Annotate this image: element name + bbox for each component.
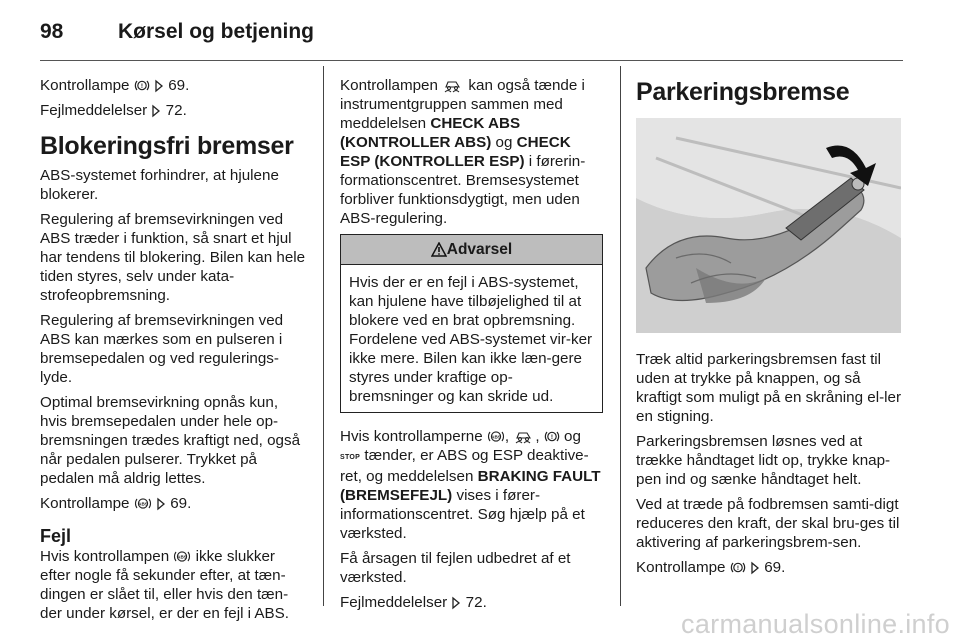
header-rule	[40, 60, 903, 61]
text: vises i fører-informationscentret. Søg hjælp på et værksted.	[340, 487, 585, 542]
column-divider	[323, 66, 324, 606]
paragraph: Regulering af bremsevirkningen ved ABS kan mærkes som en pulseren i bremsepedalen og ved regulerings-lyde.	[40, 312, 284, 386]
page-number: 98	[40, 20, 64, 43]
svg-text:!: !	[140, 83, 143, 90]
brake-warning-lamp-icon	[134, 78, 150, 93]
paragraph: Optimal bremsevirkning opnås kun, hvis bremsepedalen under hele op-bremsningen trædes kraftigt ned, også når pedalen pulserer. Trykket på pedalen må aldrig lettes.	[40, 394, 301, 487]
warning-triangle-icon	[431, 242, 447, 257]
stop-lamp-label: STOP	[340, 454, 361, 461]
text: Hvis kontrollamperne	[340, 428, 483, 445]
column-divider	[620, 66, 621, 606]
abs-lamp-icon	[173, 549, 191, 564]
text: Kontrollampe	[40, 495, 130, 512]
svg-text:!: !	[736, 565, 739, 572]
message-text: CHECK ABS (KONTROLLER ABS)	[340, 115, 521, 151]
page-reference-arrow-icon[interactable]	[750, 561, 760, 575]
svg-text:ABS: ABS	[177, 554, 188, 560]
esp-car-skid-icon	[513, 429, 535, 444]
text: Fejlmeddelelser	[40, 102, 148, 119]
brake-warning-lamp-icon	[544, 429, 560, 444]
column-3	[636, 76, 903, 583]
paragraph: Træk altid parkeringsbremsen fast til uden at trykke på knappen, og så kraftigt som muligt på en skråning el-ler en stigning.	[636, 351, 902, 425]
text: Kontrollampen	[340, 77, 438, 94]
paragraph	[40, 76, 308, 95]
page-header	[40, 20, 314, 50]
page-reference[interactable]: 69.	[764, 559, 786, 576]
message-text: CHECK ESP (KONTROLLER ESP)	[340, 134, 571, 170]
text: Fejlmeddelelser	[340, 594, 448, 611]
warning-header	[341, 235, 602, 265]
parking-brake-illustration	[636, 118, 901, 333]
warning-box	[340, 234, 603, 413]
page-reference-arrow-icon[interactable]	[154, 79, 164, 93]
svg-text:ABS: ABS	[491, 434, 501, 440]
text: og	[495, 134, 513, 151]
page-reference-arrow-icon[interactable]	[156, 497, 166, 511]
warning-body: Hvis der er en fejl i ABS-systemet, kan hjulene have tilbøjelighed til at blokere ved en brat opbremsning. Fordelene ved ABS-systemet vir-ker ikke mere. Bilen kan ikke læn-gere styres under kraftige op-bremsninger og kan skride ud.	[349, 274, 593, 405]
watermark: carmanualsonline.info	[681, 609, 950, 639]
warning-title: Advarsel	[446, 241, 513, 258]
paragraph: Hvis kontrollamperne ABS , , ! og STOP tænder, er ABS og ESP deaktive-ret, og meddelelsen BRAKING FAULT (BREMSEFEJL) vises i fører-informationscentret. Søg hjælp på et værksted.	[340, 428, 601, 542]
abs-lamp-icon	[487, 429, 505, 444]
paragraph	[40, 494, 308, 513]
section-heading-abs: Blokeringsfri bremser	[40, 132, 294, 160]
chapter-title: Kørsel og betjening	[118, 20, 315, 43]
column-1	[40, 76, 308, 629]
paragraph: Parkeringsbremsen løsnes ved at trække håndtaget lidt op, trykke knap-pen ind og sænke håndtaget helt.	[636, 433, 891, 488]
text: tænder, er ABS og ESP deaktive-ret, og meddelelsen	[340, 447, 589, 485]
page-reference[interactable]: 69.	[168, 77, 190, 94]
paragraph	[40, 101, 308, 120]
esp-car-skid-icon	[442, 78, 464, 93]
page-reference-arrow-icon[interactable]	[451, 596, 461, 610]
column-2	[340, 76, 603, 618]
page-reference-arrow-icon[interactable]	[151, 104, 161, 118]
text: ikke slukker efter nogle få sekunder efter, at tæn-dingen er slået til, eller hvis den tæn-der under kørsel, er der en fejl i ABS.	[40, 548, 290, 622]
text: og	[564, 428, 581, 445]
text: i førerin-formationscentret. Bremsesystemet forbliver funktionsdygtigt, men uden ABS-regulering.	[340, 153, 586, 227]
page-reference[interactable]: 72.	[465, 594, 487, 611]
subsection-heading-fejl: Fejl	[40, 526, 72, 546]
text: kan også tænde i instrumentgruppen sammen med meddelelsen	[340, 77, 585, 132]
text: Kontrollampe	[636, 559, 726, 576]
paragraph: Ved at træde på fodbremsen samti-digt reduceres den kraft, der skal bru-ges til aktivering af parkeringsbrem-sen.	[636, 496, 900, 551]
paragraph: ABS-systemet forhindrer, at hjulene blokerer.	[40, 167, 279, 203]
text: Hvis kontrollampen	[40, 548, 170, 565]
svg-text:ABS: ABS	[137, 501, 148, 507]
brake-warning-lamp-icon	[730, 560, 746, 575]
svg-text:!: !	[550, 434, 553, 441]
page-reference[interactable]: 69.	[170, 495, 192, 512]
paragraph	[40, 547, 308, 623]
paragraph: Regulering af bremsevirkningen ved ABS træder i funktion, så snart et hjul har tendens til blokering. Bilen kan hele tiden styres, selv under kata-strofeopbremsning.	[40, 211, 306, 304]
text: Kontrollampe	[40, 77, 130, 94]
message-text: BRAKING FAULT (BREMSEFEJL)	[340, 468, 601, 504]
abs-lamp-icon	[134, 496, 152, 511]
section-heading-parking-brake: Parkeringsbremse	[636, 78, 850, 106]
paragraph	[636, 558, 903, 577]
paragraph	[340, 593, 603, 612]
paragraph: Få årsagen til fejlen udbedret af et værksted.	[340, 550, 571, 586]
paragraph	[340, 76, 603, 228]
page-reference[interactable]: 72.	[165, 102, 187, 119]
